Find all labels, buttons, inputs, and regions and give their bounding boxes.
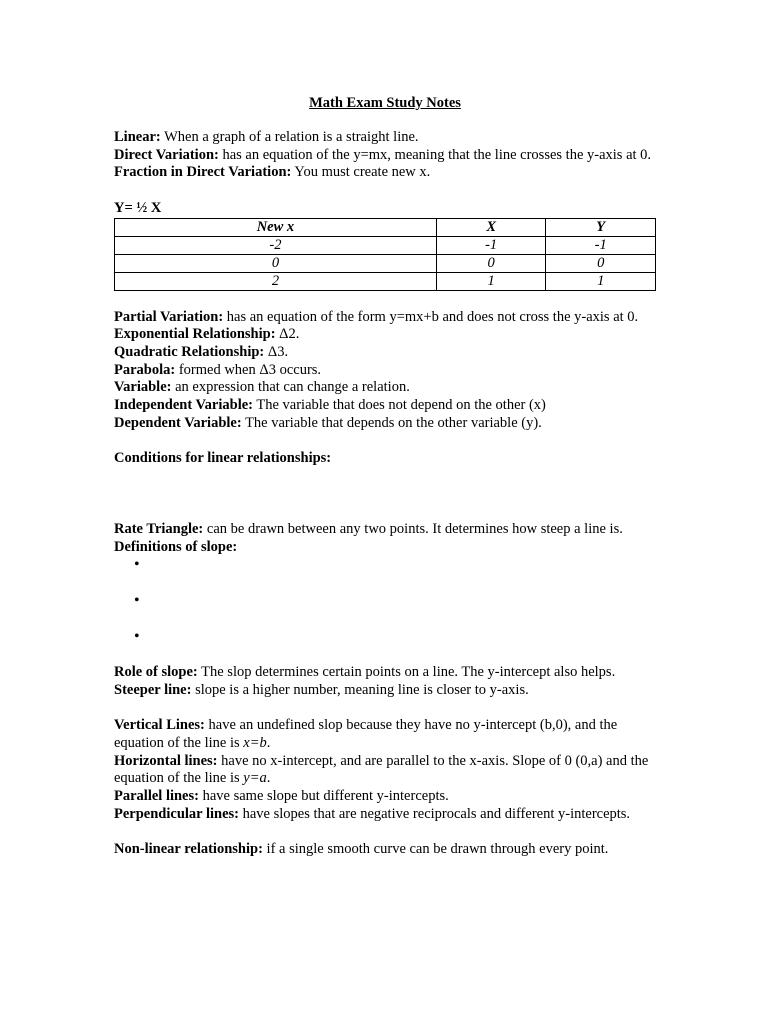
def-partial-variation (114, 309, 656, 327)
term: Exponential Relationship: (114, 326, 276, 343)
definition: slope is a higher number, meaning line is closer to y-axis. (191, 681, 529, 698)
definition: have slopes that are negative reciprocals and different y-intercepts. (239, 805, 631, 822)
slope-bullet-list (114, 556, 656, 664)
definition: Δ2. (275, 326, 300, 343)
term: Vertical Lines: (114, 717, 205, 734)
table-row (115, 272, 656, 290)
def-linear (114, 129, 656, 147)
def-dependent-variable (114, 415, 656, 433)
definition: formed when Δ3 occurs. (175, 361, 322, 378)
punctuation: . (266, 735, 271, 752)
def-rate-triangle (114, 521, 656, 539)
def-parabola (114, 362, 656, 380)
definition: has an equation of the form y=mx+b and does not cross the y-axis at 0. (223, 308, 639, 325)
column-header: Y (546, 218, 656, 236)
bullet-icon: • (134, 556, 140, 574)
def-independent-variable (114, 397, 656, 415)
values-table (114, 218, 656, 291)
def-fraction-direct-variation (114, 164, 656, 182)
equation: x=b (243, 735, 267, 752)
definition: have an undefined slop because they have no y-intercept (b,0), and the equation of the line is (114, 717, 618, 752)
term: Parallel lines: (114, 788, 199, 805)
conditions-heading-text: Conditions for linear relationships: (114, 450, 332, 467)
list-item (114, 556, 656, 592)
definition: You must create new x. (291, 164, 431, 181)
term: Direct Variation: (114, 146, 219, 163)
term: Non-linear relationship: (114, 841, 263, 858)
table-label (114, 200, 656, 218)
page-title: Math Exam Study Notes (309, 95, 461, 111)
table-row (115, 254, 656, 272)
definition: have same slope but different y-intercepts. (198, 788, 449, 805)
document-page (114, 94, 656, 859)
term: Quadratic Relationship: (114, 343, 265, 360)
definition: Δ3. (264, 343, 289, 360)
def-exponential (114, 326, 656, 344)
definition: The slop determines certain points on a line. The y-intercept also helps. (197, 664, 616, 681)
def-non-linear (114, 841, 656, 859)
table-cell: 0 (436, 254, 546, 272)
definition: have no x-intercept, and are parallel to the x-axis. Slope of 0 (0,a) and the equation of the line is (114, 752, 649, 787)
term: Fraction in Direct Variation: (114, 164, 292, 181)
column-header: New x (115, 218, 437, 236)
def-variable (114, 379, 656, 397)
table-cell: 0 (546, 254, 656, 272)
term: Partial Variation: (114, 308, 224, 325)
def-parallel-lines (114, 788, 656, 806)
def-horizontal-lines (114, 753, 656, 788)
term: Horizontal lines: (114, 752, 218, 769)
term: Steeper line: (114, 681, 192, 698)
punctuation: . (266, 770, 271, 787)
term: Perpendicular lines: (114, 805, 239, 822)
table-cell: 2 (115, 272, 437, 290)
def-steeper-line (114, 682, 656, 700)
slope-heading-text: Definitions of slope: (114, 538, 238, 555)
bullet-icon: • (134, 628, 140, 646)
table-cell: -2 (115, 236, 437, 254)
table-cell: -1 (546, 236, 656, 254)
definition: can be drawn between any two points. It determines how steep a line is. (203, 520, 623, 537)
column-header: X (436, 218, 546, 236)
def-role-of-slope (114, 664, 656, 682)
term: Rate Triangle: (114, 520, 204, 537)
conditions-heading (114, 450, 656, 468)
term: Dependent Variable: (114, 414, 242, 431)
equation: y=a (243, 770, 267, 787)
list-item (114, 592, 656, 628)
table-cell: 1 (436, 272, 546, 290)
table-header-row (115, 218, 656, 236)
table-cell: -1 (436, 236, 546, 254)
term: Linear: (114, 129, 161, 145)
term: Role of slope: (114, 664, 198, 681)
def-direct-variation (114, 147, 656, 165)
term: Independent Variable: (114, 397, 253, 414)
definition: if a single smooth curve can be drawn through every point. (262, 841, 609, 858)
table-label-text: Y= ½ X (114, 199, 162, 216)
definition: has an equation of the y=mx, meaning that the line crosses the y-axis at 0. (218, 146, 652, 163)
bullet-icon: • (134, 592, 140, 610)
table-row (115, 236, 656, 254)
def-vertical-lines (114, 717, 656, 752)
definition: When a graph of a relation is a straight line. (160, 129, 419, 145)
def-perpendicular-lines (114, 806, 656, 824)
definition: an expression that can change a relation. (171, 379, 410, 396)
definition: The variable that does not depend on the other (x) (253, 397, 546, 414)
table-cell: 1 (546, 272, 656, 290)
term: Parabola: (114, 361, 176, 378)
term: Variable: (114, 379, 172, 396)
list-item (114, 628, 656, 664)
def-quadratic (114, 344, 656, 362)
slope-heading (114, 539, 656, 557)
definition: The variable that depends on the other variable (y). (241, 414, 542, 431)
table-cell: 0 (115, 254, 437, 272)
